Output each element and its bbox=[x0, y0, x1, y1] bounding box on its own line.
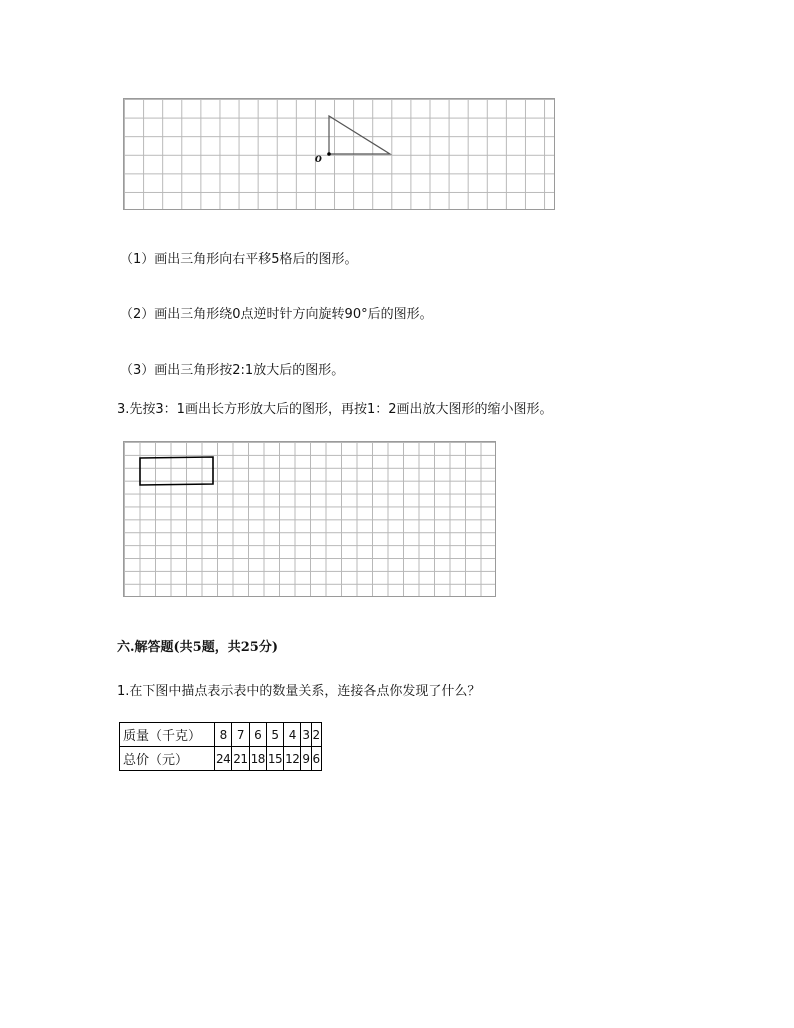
table-cell: 9 bbox=[301, 747, 311, 771]
table-cell: 3 bbox=[301, 723, 311, 747]
table-cell: 2 bbox=[311, 723, 321, 747]
question-3: （3）画出三角形按2:1放大后的图形。 bbox=[120, 363, 345, 378]
table-row bbox=[120, 723, 322, 747]
rectangle bbox=[140, 457, 213, 485]
question-1: （1）画出三角形向右平移5格后的图形。 bbox=[120, 252, 358, 267]
section-6-title: 六.解答题(共5题，共25分) bbox=[117, 640, 278, 655]
table-row bbox=[120, 747, 322, 771]
table-cell: 12 bbox=[284, 747, 301, 771]
table-cell: 18 bbox=[249, 747, 266, 771]
table-cell: 6 bbox=[311, 747, 321, 771]
question-2: （2）画出三角形绕0点逆时针方向旋转90°后的图形。 bbox=[120, 307, 433, 322]
table-cell: 4 bbox=[284, 723, 301, 747]
table-cell: 21 bbox=[232, 747, 249, 771]
section-6-problem-1: 1.在下图中描点表示表中的数量关系，连接各点你发现了什么？ bbox=[117, 684, 481, 699]
table-cell: 5 bbox=[266, 723, 283, 747]
data-table bbox=[119, 722, 322, 771]
table-row-label: 质量（千克） bbox=[120, 723, 215, 747]
table-cell: 6 bbox=[249, 723, 266, 747]
table-cell: 24 bbox=[215, 747, 232, 771]
table-row-label: 总价（元） bbox=[120, 747, 215, 771]
table-cell: 15 bbox=[266, 747, 283, 771]
problem-3: 3.先按3：1画出长方形放大后的图形，再按1：2画出放大图形的缩小图形。 bbox=[117, 402, 553, 417]
table-cell: 7 bbox=[232, 723, 249, 747]
table-cell: 8 bbox=[215, 723, 232, 747]
point-o-label: o bbox=[315, 151, 322, 166]
